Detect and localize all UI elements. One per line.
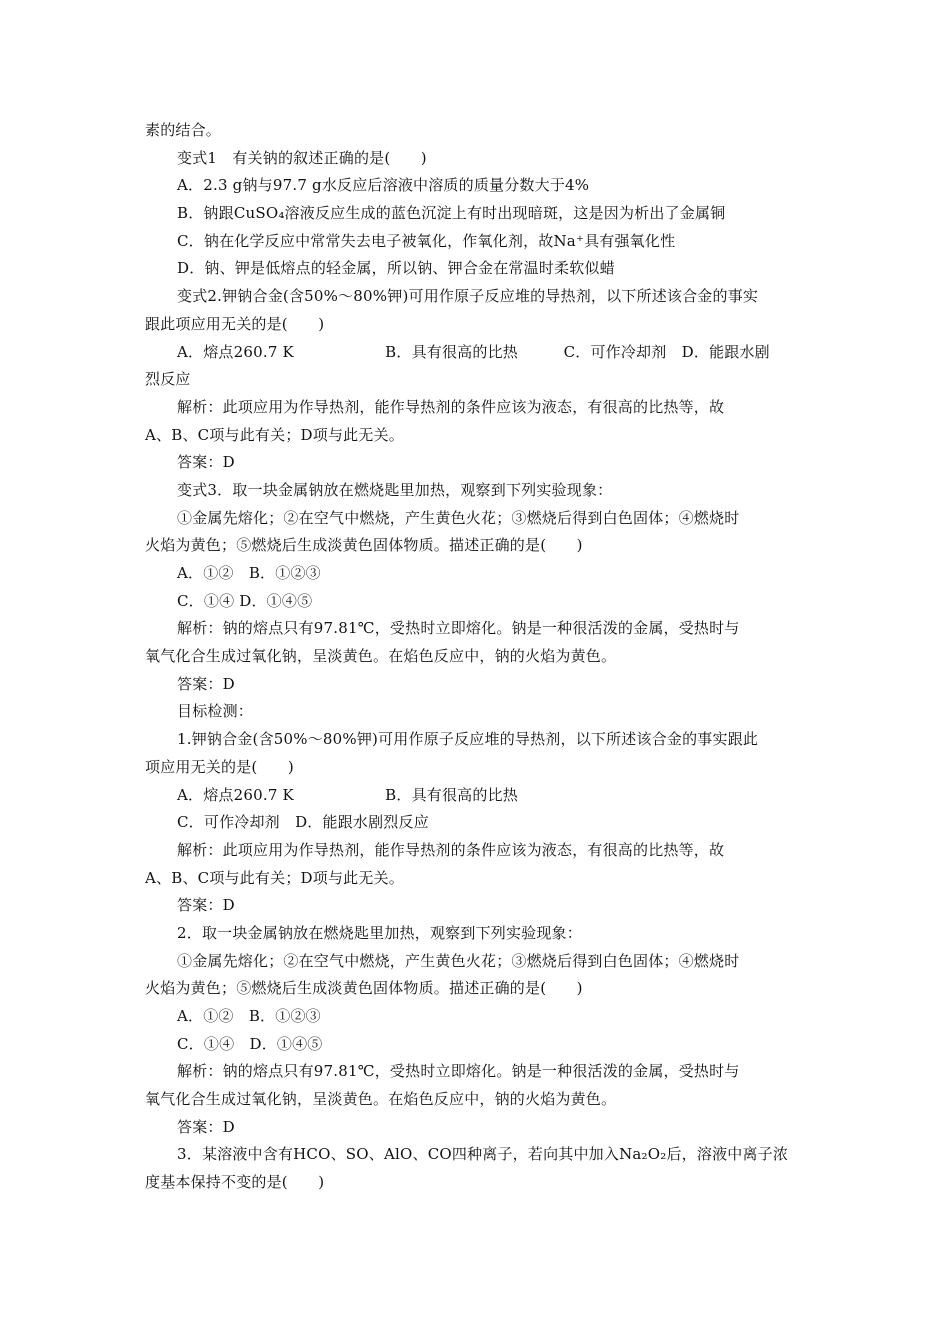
text-line: 烈反应 xyxy=(145,370,191,389)
text-line: 变式3．取一块金属钠放在燃烧匙里加热，观察到下列实验现象： xyxy=(177,480,613,499)
text-line: 氧气化合生成过氧化钠，呈淡黄色。在焰色反应中，钠的火焰为黄色。 xyxy=(145,1090,617,1109)
text-line: 度基本保持不变的是( ) xyxy=(145,1173,325,1192)
text-line: 答案：D xyxy=(177,896,235,915)
text-line: A．①② B．①②③ xyxy=(177,1007,321,1025)
text-line: C．钠在化学反应中常常失去电子被氧化，作氧化剂，故Na⁺具有强氧化性 xyxy=(177,231,676,250)
text-line: 2．取一块金属钠放在燃烧匙里加热，观察到下列实验现象： xyxy=(177,923,582,942)
text-line: 项应用无关的是( ) xyxy=(145,757,294,776)
text-line: 解析：钠的熔点只有97.81℃，受热时立即熔化。钠是一种很活泼的金属，受热时与 xyxy=(177,619,740,638)
text-line: C．可作冷却剂 D．能跟水剧烈反应 xyxy=(177,813,429,832)
text-line: A、B、C项与此有关；D项与此无关。 xyxy=(145,868,404,887)
text-line: 3．某溶液中含有HCO、SO、AlO、CO四种离子，若向其中加入Na₂O₂后，溶液中离子浓 xyxy=(177,1145,789,1164)
text-line: ①金属先熔化；②在空气中燃烧，产生黄色火花；③燃烧后得到白色固体；④燃烧时 xyxy=(177,508,740,527)
text-line: 火焰为黄色；⑤燃烧后生成淡黄色固体物质。描述正确的是( ) xyxy=(145,536,583,555)
text-line: D．钠、钾是低熔点的轻金属，所以钠、钾合金在常温时柔软似蜡 xyxy=(177,259,615,278)
text-line: 火焰为黄色；⑤燃烧后生成淡黄色固体物质。描述正确的是( ) xyxy=(145,979,583,998)
document-body xyxy=(145,117,810,1197)
text-line: 解析：此项应用为作导热剂，能作导热剂的条件应该为液态，有很高的比热等，故 xyxy=(177,840,725,859)
text-line: 答案：D xyxy=(177,674,235,693)
text-line: A．2.3 g钠与97.7 g水反应后溶液中溶质的质量分数大于4% xyxy=(177,176,590,195)
text-line: 答案：D xyxy=(177,1117,235,1136)
text-line: C．①④ D．①④⑤ xyxy=(177,1034,323,1053)
text-line: ①金属先熔化；②在空气中燃烧，产生黄色火花；③燃烧后得到白色固体；④燃烧时 xyxy=(177,951,740,970)
text-line: 目标检测： xyxy=(177,702,254,721)
text-line: A．熔点260.7 K B．具有很高的比热 C．可作冷却剂 D．能跟水剧 xyxy=(177,342,770,361)
text-line: 1.钾钠合金(含50%～80%钾)可用作原子反应堆的导热剂，以下所述该合金的事实跟此 xyxy=(177,730,759,749)
text-line: 答案：D xyxy=(177,453,235,472)
text-line: A．熔点260.7 K B．具有很高的比热 xyxy=(177,785,518,804)
text-line: 变式2.钾钠合金(含50%～80%钾)可用作原子反应堆的导热剂，以下所述该合金的事实 xyxy=(177,287,759,306)
text-line: 氧气化合生成过氧化钠，呈淡黄色。在焰色反应中，钠的火焰为黄色。 xyxy=(145,647,617,666)
text-line: 解析：此项应用为作导热剂，能作导热剂的条件应该为液态，有很高的比热等，故 xyxy=(177,397,725,416)
text-line: 素的结合。 xyxy=(145,121,222,139)
text-line: C．①④ D．①④⑤ xyxy=(177,591,313,610)
text-line: A．①② B．①②③ xyxy=(177,564,321,582)
text-line: 跟此项应用无关的是( ) xyxy=(145,314,325,333)
text-line: 解析：钠的熔点只有97.81℃，受热时立即熔化。钠是一种很活泼的金属，受热时与 xyxy=(177,1062,740,1081)
text-line: 变式1 有关钠的叙述正确的是( ) xyxy=(177,148,427,167)
text-line: A、B、C项与此有关；D项与此无关。 xyxy=(145,425,404,444)
text-line: B．钠跟CuSO₄溶液反应生成的蓝色沉淀上有时出现暗斑，这是因为析出了金属铜 xyxy=(177,204,726,223)
